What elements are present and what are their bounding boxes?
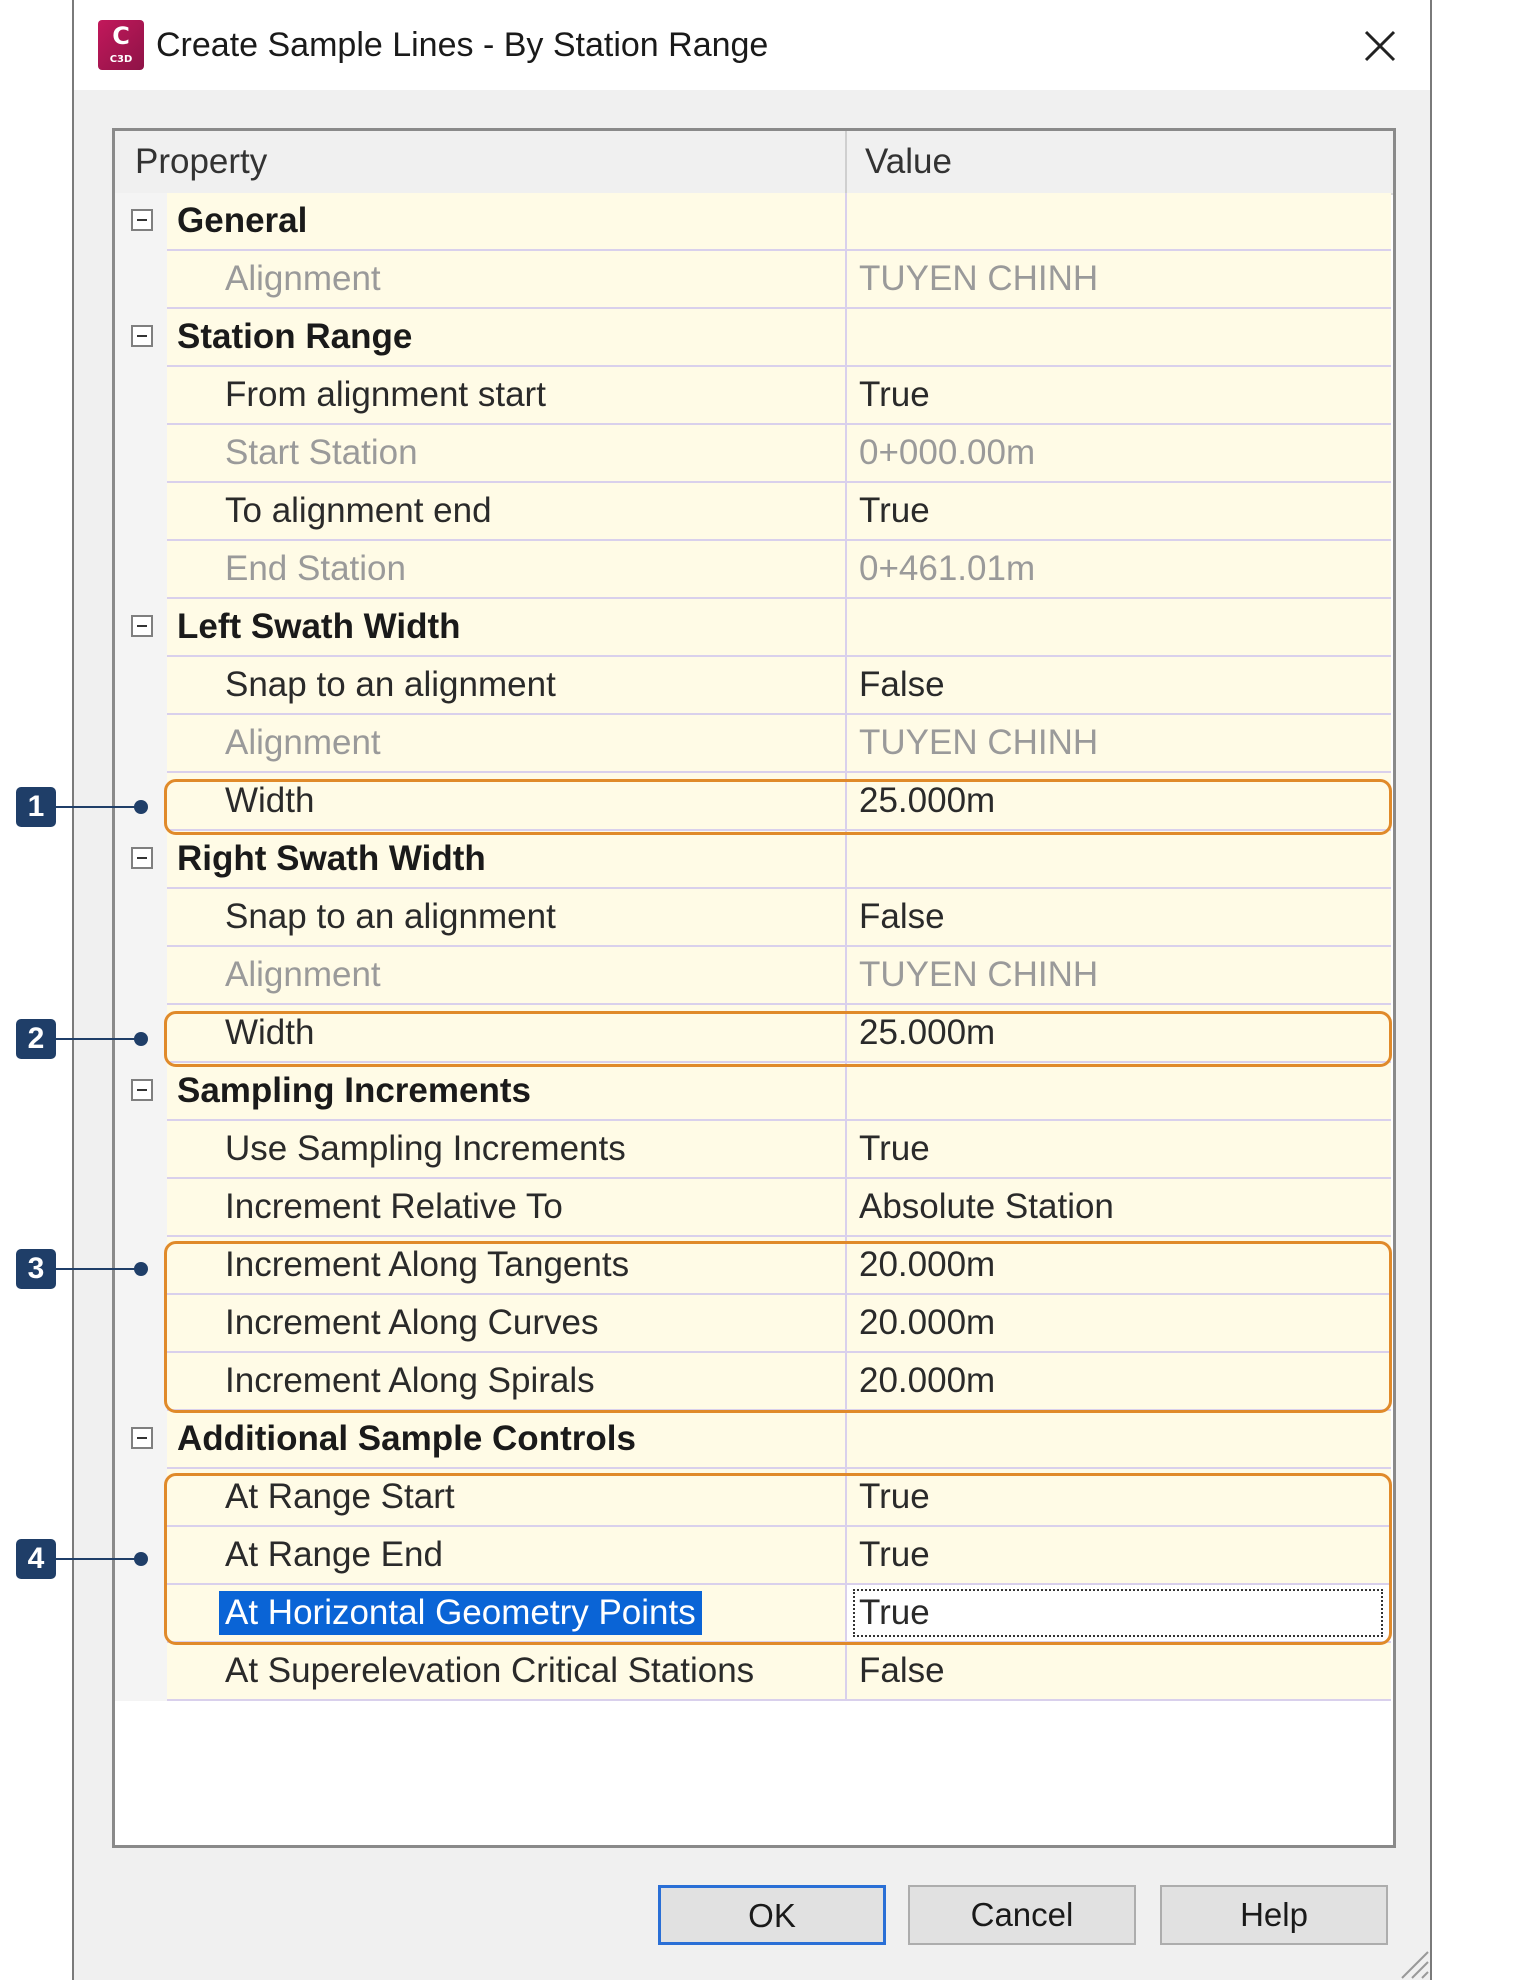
property-value: False (859, 665, 945, 704)
property-name-cell[interactable] (167, 251, 845, 309)
row-gutter (115, 715, 167, 773)
property-name-cell[interactable] (167, 1411, 845, 1469)
callout-leader (56, 1038, 140, 1040)
property-name-cell[interactable] (167, 1063, 845, 1121)
app-icon-caption: C3D (109, 54, 133, 65)
property-row[interactable] (115, 947, 1395, 1005)
window-title: Create Sample Lines - By Station Range (156, 26, 769, 64)
row-gutter (115, 251, 167, 309)
row-gutter (115, 1179, 167, 1237)
property-label: Increment Along Curves (225, 1303, 599, 1342)
category-row[interactable] (115, 1063, 1395, 1121)
row-gutter (115, 1121, 167, 1179)
property-row[interactable] (115, 1179, 1395, 1237)
property-grid (112, 128, 1396, 1848)
row-gutter (115, 1063, 167, 1121)
property-label: At Range End (225, 1535, 443, 1574)
property-name-cell[interactable] (167, 1005, 845, 1063)
property-value: True (859, 1535, 930, 1574)
resize-grip-icon[interactable] (1390, 1940, 1430, 1980)
property-value: 25.000m (859, 1013, 996, 1052)
property-label: From alignment start (225, 375, 546, 414)
property-value: False (859, 1651, 945, 1690)
collapse-minus-icon[interactable] (131, 209, 153, 231)
property-value: False (859, 897, 945, 936)
row-gutter (115, 1295, 167, 1353)
property-value-cell[interactable] (845, 1527, 1391, 1585)
property-label: Width (225, 781, 315, 820)
property-value-cell[interactable] (845, 889, 1391, 947)
property-value-cell[interactable] (845, 1237, 1391, 1295)
property-value: 20.000m (859, 1303, 996, 1342)
property-label: At Superelevation Critical Stations (225, 1651, 755, 1690)
property-value-cell[interactable] (845, 657, 1391, 715)
callout-badge: 3 (16, 1249, 56, 1289)
property-label: End Station (225, 549, 406, 588)
category-row[interactable] (115, 599, 1395, 657)
category-row[interactable] (115, 831, 1395, 889)
grid-header (115, 131, 1393, 195)
property-name-cell[interactable] (167, 425, 845, 483)
property-value: TUYEN CHINH (859, 723, 1099, 762)
property-name-cell[interactable] (167, 1527, 845, 1585)
property-name-cell[interactable] (167, 715, 845, 773)
callout-badge: 2 (16, 1019, 56, 1059)
property-value-cell[interactable] (845, 1121, 1391, 1179)
property-value-cell[interactable] (845, 1005, 1391, 1063)
callout-leader (56, 806, 140, 808)
property-row[interactable] (115, 1353, 1395, 1411)
property-name-cell[interactable] (167, 1585, 845, 1643)
row-gutter (115, 1585, 167, 1643)
help-button[interactable]: Help (1160, 1885, 1388, 1945)
title-bar (74, 0, 1430, 90)
property-label: Alignment (225, 723, 381, 762)
callout-dot (134, 1032, 148, 1046)
property-name-cell[interactable] (167, 657, 845, 715)
property-value: TUYEN CHINH (859, 955, 1099, 994)
callout-dot (134, 800, 148, 814)
row-gutter (115, 541, 167, 599)
property-label: At Range Start (225, 1477, 455, 1516)
row-gutter (115, 1643, 167, 1701)
callout-badge: 1 (16, 787, 56, 827)
property-row[interactable] (115, 425, 1395, 483)
property-value-cell (845, 831, 1391, 889)
property-name-cell[interactable] (167, 309, 845, 367)
category-label: General (177, 201, 308, 240)
property-value: True (859, 1477, 930, 1516)
property-value: Absolute Station (859, 1187, 1114, 1226)
property-value-cell (845, 309, 1391, 367)
property-row[interactable] (115, 1469, 1395, 1527)
property-value: TUYEN CHINH (859, 259, 1099, 298)
property-row[interactable] (115, 1237, 1395, 1295)
property-row[interactable] (115, 541, 1395, 599)
property-row[interactable] (115, 1005, 1395, 1063)
property-value: 0+000.00m (859, 433, 1036, 472)
property-value-cell[interactable] (845, 425, 1391, 483)
property-value-cell (845, 599, 1391, 657)
close-icon (1356, 22, 1404, 70)
row-gutter (115, 889, 167, 947)
resize-grip-graphic (1390, 1940, 1430, 1980)
property-label: Width (225, 1013, 315, 1052)
property-row[interactable] (115, 1121, 1395, 1179)
app-icon-letter: C (112, 22, 130, 50)
property-row[interactable] (115, 773, 1395, 831)
callout-dot (134, 1552, 148, 1566)
property-label: Alignment (225, 259, 381, 298)
property-value: True (859, 1129, 930, 1168)
property-name-cell[interactable] (167, 1469, 845, 1527)
property-label: Increment Relative To (225, 1187, 563, 1226)
property-name-cell[interactable] (167, 1353, 845, 1411)
category-label: Right Swath Width (177, 839, 486, 878)
property-row[interactable] (115, 251, 1395, 309)
property-value-cell[interactable] (845, 1585, 1391, 1643)
property-label: Alignment (225, 955, 381, 994)
row-gutter (115, 193, 167, 251)
collapse-minus-icon[interactable] (131, 325, 153, 347)
property-row[interactable] (115, 1295, 1395, 1353)
collapse-minus-icon[interactable] (131, 615, 153, 637)
row-gutter (115, 947, 167, 1005)
property-row[interactable] (115, 889, 1395, 947)
callout-badge: 4 (16, 1539, 56, 1579)
property-name-cell[interactable] (167, 773, 845, 831)
property-value-cell[interactable] (845, 1295, 1391, 1353)
property-label: Start Station (225, 433, 418, 472)
property-value: True (859, 1593, 930, 1632)
property-name-cell[interactable] (167, 367, 845, 425)
property-row[interactable] (115, 483, 1395, 541)
property-label: To alignment end (225, 491, 492, 530)
property-label: Increment Along Spirals (225, 1361, 595, 1400)
callout-leader (56, 1268, 140, 1270)
property-value-cell[interactable] (845, 251, 1391, 309)
property-name-cell[interactable] (167, 599, 845, 657)
property-name-cell[interactable] (167, 541, 845, 599)
property-name-cell[interactable] (167, 831, 845, 889)
callout-1 (16, 787, 156, 827)
property-value-cell[interactable] (845, 1643, 1391, 1701)
collapse-minus-icon[interactable] (131, 847, 153, 869)
row-gutter (115, 831, 167, 889)
property-name-cell[interactable] (167, 947, 845, 1005)
row-gutter (115, 1353, 167, 1411)
property-value-cell[interactable] (845, 1179, 1391, 1237)
property-value-cell[interactable] (845, 715, 1391, 773)
row-gutter (115, 309, 167, 367)
column-header-property[interactable]: Property (135, 142, 268, 181)
property-name-cell[interactable] (167, 1179, 845, 1237)
property-value: True (859, 491, 930, 530)
value-focus-rect (853, 1589, 1383, 1637)
property-value-cell[interactable] (845, 947, 1391, 1005)
callout-leader (56, 1558, 140, 1560)
category-label: Sampling Increments (177, 1071, 531, 1110)
column-header-value[interactable]: Value (865, 142, 952, 181)
category-label: Station Range (177, 317, 413, 356)
property-row[interactable] (115, 367, 1395, 425)
category-row[interactable] (115, 309, 1395, 367)
property-value-cell (845, 193, 1391, 251)
property-value: 20.000m (859, 1361, 996, 1400)
category-label: Left Swath Width (177, 607, 461, 646)
callout-3 (16, 1249, 156, 1289)
collapse-minus-icon[interactable] (131, 1079, 153, 1101)
ok-button[interactable]: OK (658, 1885, 886, 1945)
property-row[interactable] (115, 715, 1395, 773)
property-value-cell (845, 1063, 1391, 1121)
cancel-button[interactable]: Cancel (908, 1885, 1136, 1945)
civil3d-app-icon (98, 20, 144, 70)
property-row[interactable] (115, 1643, 1395, 1701)
property-row[interactable] (115, 657, 1395, 715)
property-name-cell[interactable] (167, 1295, 845, 1353)
callout-dot (134, 1262, 148, 1276)
row-gutter (115, 1411, 167, 1469)
category-row[interactable] (115, 1411, 1395, 1469)
category-row[interactable] (115, 193, 1395, 251)
property-name-cell[interactable] (167, 889, 845, 947)
row-gutter (115, 483, 167, 541)
column-separator[interactable] (845, 131, 847, 193)
callout-4 (16, 1539, 156, 1579)
callout-2 (16, 1019, 156, 1059)
property-label: Use Sampling Increments (225, 1129, 626, 1168)
property-value-cell[interactable] (845, 1353, 1391, 1411)
property-name-cell[interactable] (167, 483, 845, 541)
property-label: Snap to an alignment (225, 897, 556, 936)
property-value-cell[interactable] (845, 541, 1391, 599)
property-name-cell[interactable] (167, 1237, 845, 1295)
property-name-cell[interactable] (167, 193, 845, 251)
property-value: 25.000m (859, 781, 996, 820)
property-value-cell (845, 1411, 1391, 1469)
property-row[interactable] (115, 1527, 1395, 1585)
property-label: Snap to an alignment (225, 665, 556, 704)
property-value-cell[interactable] (845, 1469, 1391, 1527)
property-name-cell[interactable] (167, 1643, 845, 1701)
close-button[interactable] (1356, 22, 1404, 70)
property-name-cell[interactable] (167, 1121, 845, 1179)
property-label: At Horizontal Geometry Points (219, 1591, 702, 1635)
property-row[interactable] (115, 1585, 1395, 1643)
property-value-cell[interactable] (845, 773, 1391, 831)
property-label: Increment Along Tangents (225, 1245, 630, 1284)
property-value-cell[interactable] (845, 483, 1391, 541)
dialog-window (72, 0, 1432, 1980)
row-gutter (115, 367, 167, 425)
row-gutter (115, 425, 167, 483)
row-gutter (115, 657, 167, 715)
category-label: Additional Sample Controls (177, 1419, 636, 1458)
collapse-minus-icon[interactable] (131, 1427, 153, 1449)
property-value: True (859, 375, 930, 414)
row-gutter (115, 1469, 167, 1527)
property-value: 20.000m (859, 1245, 996, 1284)
property-value: 0+461.01m (859, 549, 1036, 588)
property-value-cell[interactable] (845, 367, 1391, 425)
row-gutter (115, 599, 167, 657)
